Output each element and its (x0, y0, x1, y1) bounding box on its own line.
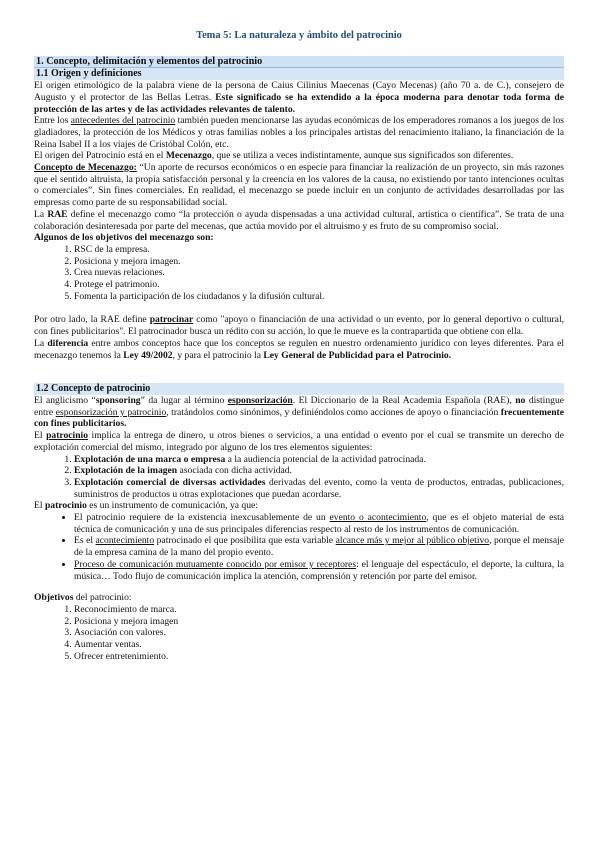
list-item: 5. Ofrecer entretenimiento. (74, 651, 564, 663)
list-item: 1. Reconocimiento de marca. (74, 604, 564, 616)
list-item: 4. Protege el patrimonio. (74, 279, 564, 291)
objectives-heading-patrocinio: Objetivos del patrocinio: (34, 592, 132, 604)
list-item: 2. Posiciona y mejora imagen. (74, 256, 564, 268)
list-item: 1. RSC de la empresa. (74, 244, 564, 256)
communication-bullets (34, 512, 564, 582)
list-item: 2. Posiciona y mejora imagen (74, 616, 564, 628)
list-item: 2. Explotación de la imagen asociada con dicha actividad. (74, 465, 564, 477)
list-item: 4. Aumentar ventas. (74, 639, 564, 651)
paragraph-sponsoring: El anglicismo “sponsoring” da lugar al término esponsorización. El Diccionario de la Real Academia Española (RAE), no distingue entre esponsorización y patrocinio, tratándolos como sinónimos, y definiéndolos como acciones de apoyo o financiación frecuentemente con fines publicitarios. (34, 394, 564, 430)
list-item: 3. Explotación comercial de diversas actividades derivadas del evento, como la venta de productos, entradas, publicaciones, suministros de productos u otras explotaciones que puedan acordarse. (74, 477, 564, 500)
section-heading-1: 1. Concepto, delimitación y elementos del patrocinio (34, 56, 564, 69)
objectives-heading-mecenazgo: Algunos de los objetivos del mecenazgo son: (34, 232, 214, 244)
document-page (34, 30, 564, 662)
paragraph-patrocinio-definition: El patrocinio implica la entrega de dinero, u otros bienes o servicios, a una entidad o evento por el cual se transmite un derecho de explotación comercial del mismo, integrado por alguno de los tres elementos siguientes: (34, 430, 564, 453)
paragraph-mecenazgo-concept: Concepto de Mecenazgo: “Un aporte de recursos económicos o en especie para financiar la realización de un proyecto, sin más razones que el sentido altruista, la propia satisfacción personal y la creencia en los valores de la causa, no existiendo por tanto intenciones ocultas o comerciales”. Sin fines comerciales. En realidad, el mecenazgo se puede incluir en un conjunto de actividades desarrolladas por las empresas como parte de su responsabilidad social. (34, 162, 564, 209)
objectives-list-mecenazgo (34, 244, 564, 303)
paragraph-difference: La diferencia entre ambos conceptos hace que los conceptos se regulen en nuestro ordenamiento jurídico con leyes diferentes. Para el mecenazgo tenemos la Ley 49/2002, y para el patrocinio la Ley General de Publicidad para el Patrocinio. (34, 337, 564, 361)
objectives-list-patrocinio (34, 604, 564, 663)
document-title: Tema 5: La naturaleza y ámbito del patrocinio (196, 30, 402, 41)
list-item: 3. Asociación con valores. (74, 627, 564, 639)
list-item: 5. Fomenta la participación de los ciudadanos y la difusión cultural. (74, 291, 564, 303)
subsection-heading-origin: 1.1 Origen y definiciones (34, 68, 564, 80)
paragraph-mecenazgo-origin: El origen del Patrocinio está en el Mecenazgo, que se utiliza a veces indistintamente, aunque sus significados son diferentes. (34, 150, 514, 162)
list-item: 3. Crea nuevas relaciones. (74, 267, 564, 279)
paragraph-patrocinar: Por otro lado, la RAE define patrocinar como "apoyo o financiación de una actividad o un evento, por lo general deportivo o cultural, con fines publicitarios". El patrocinador busca un rédito con su acción, lo que le mueve es la contrapartida que obtiene con ella. (34, 314, 565, 338)
paragraph-antecedents: Entre los antecedentes del patrocinio también pueden mencionarse las ayudas económicas de los emperadores romanos a los juegos de los gladiadores, la protección de los Médicos y otras familias nobles a los principales artistas del renacimiento italiano, la financiación de la Reina Isabel II a los viajes de Cristóbal Colón, etc. (34, 115, 564, 150)
paragraph-origin: El origen etimológico de la palabra viene de la persona de Caius Cilinius Maecenas (Cayo Mecenas) (año 70 a. de C.), consejero de Augusto y el protector de las Bellas Letras. Este significado se ha extendido a la época moderna para denotar toda forma de protección de las artes y de las actividades relevantes de talento. (34, 80, 564, 115)
subsection-heading-patrocinio: 1.2 Concepto de patrocinio (34, 383, 564, 395)
list-item: • Proceso de comunicación mutuamente conocido por emisor y receptores: el lenguaje del espectáculo, el deporte, la cultura, la música… Todo flujo de comunicación implica la atención, comprensión y retención por parte del emisor. (74, 559, 564, 582)
list-item: • Es el acontecimiento patrocinado el que posibilita que esta variable alcance más y mejor al público objetivo, porque el mensaje de la empresa camina de la mano del propio evento. (74, 535, 564, 558)
list-item: 1. Explotación de una marca o empresa a la audiencia potencial de la actividad patrocinada. (74, 454, 564, 466)
elements-list (34, 454, 564, 501)
paragraph-communication-instrument: El patrocinio es un instrumento de comunicación, ya que: (34, 500, 258, 512)
paragraph-rae-definition: La RAE define el mecenazgo como “la protección o ayuda dispensadas a una actividad cultural, artística o científica”. Se trata de una colaboración desinteresada por parte del mecenas, que actúa movido por el altruismo y es fruto de su compromiso social. (34, 208, 564, 232)
list-item: • El patrocinio requiere de la existencia inexcusablemente de un evento o acontecimiento, que es el objeto material de esta técnica de comunicación y una de sus principales diferencias respecto al resto de los instrumentos de comunicación. (74, 512, 564, 535)
